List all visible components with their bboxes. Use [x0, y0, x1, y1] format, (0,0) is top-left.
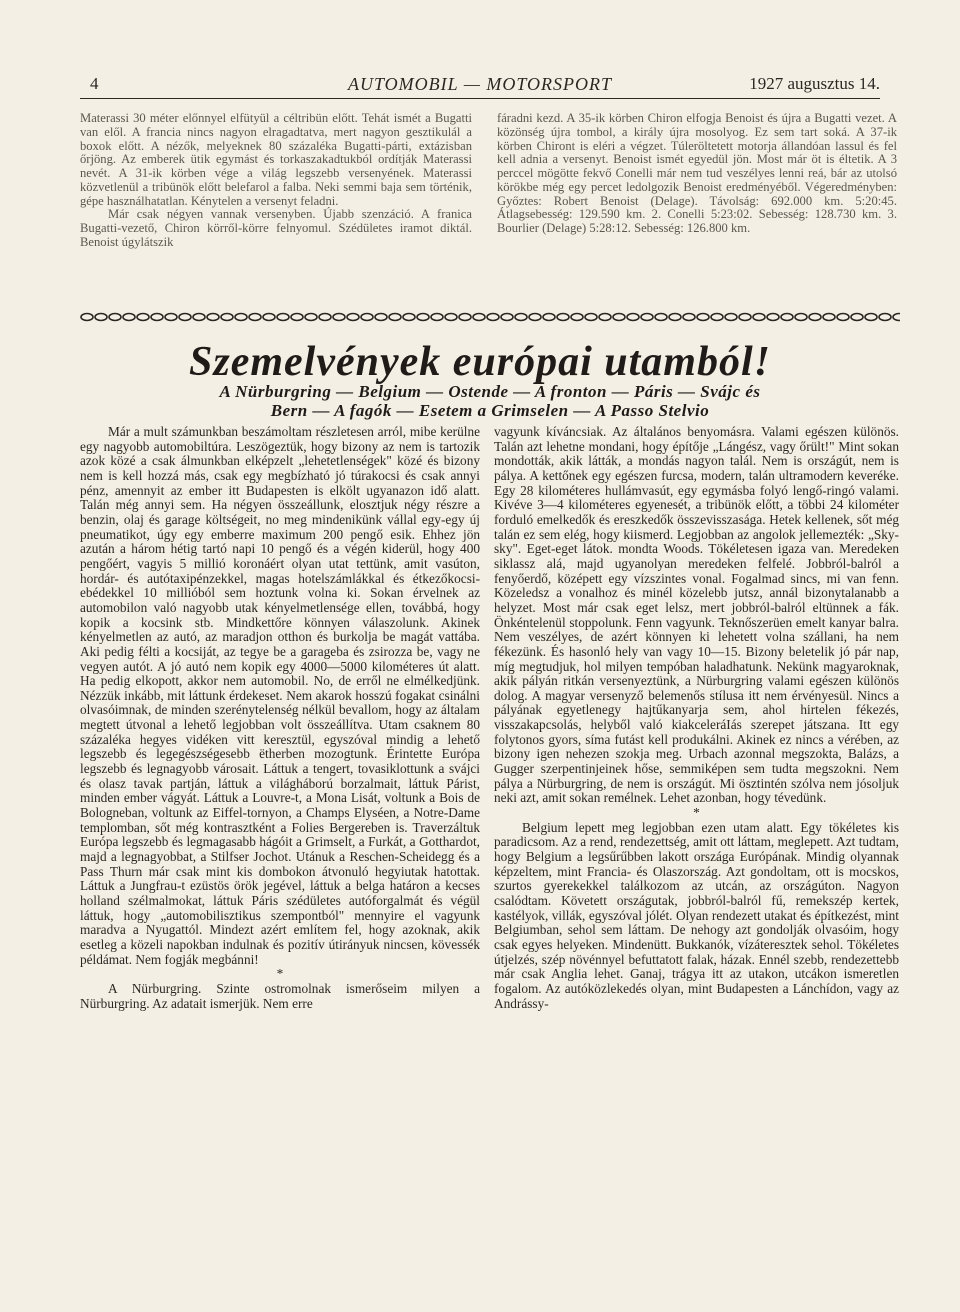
- paragraph: fáradni kezd. A 35-ik körben Chiron elfogja Benoist és újra a Bugatti vezet. A közönség újra tombol, a király újra mosolyog. Ez sem tart soká. A 37-ik körben Chiront is eléri a végzet. Túleröltetett motorja állandóan lassul és fel kell adnia a versenyt. Benoist ismét egyedül jön. Most már öt is éltetik. A 3 perccel mögötte fekvő Conelli már nem tud veszélyes lenni reá, bár az utolsó körökbe még egy percet ledolgozik Benoist eredményéből. Végeredményben: Győztes: Robert Benoist (Delage). Távolság: 692.000 km. 5:20:45. Átlagsebesség: 129.590 km. 2. Conelli 5:23:02. Sebesség: 128.730 km. 3. Bourlier (Delage) 5:28:12. Sebesség: 126.800 km.: [497, 111, 897, 235]
- article-subheadline: A Nürburgring — Belgium — Ostende — A fronton — Páris — Svájc és: [219, 382, 761, 401]
- paragraph: Belgium lepett meg legjobban ezen utam alatt. Egy tökéletes kis paradicsom. Az a rend, rendezettség, amit ott láttam, meglepett. Azt tudtam, hogy Belgium a legsűrűbben lakott országa Európának. Mindig olyannak képzeltem, mint Francia- és Olaszország. Azt gondoltam, ott is mocskos, szurtos gyerekekkel találkozom az utcán, az országúton. Nagyon csalódtam. Követett országutak, jobbról-balról fű, remekszép kertek, kastélyok, villák, egyszóval jólét. Olyan rendezett utakat és építkezést, mint Belgiumban, sehol sem láttam. De nehogy azt gondolják olvasóim, hogy csak egyes helyeken. Mindenütt. Bukkanók, vízáteresztek sehol. Tökéletes útjelzés, szép növénnyel befuttatott falak, házak. Ennél szebb, rendezettebb már csak Anglia lehet. Ganaj, trágya itt az utakon, utcákon ismeretlen fogalom. Az autóközlekedés olyan, mint Budapesten a Lánchídon, vagy az Andrássy-: [494, 819, 899, 1011]
- top-left-column: [80, 112, 472, 250]
- article-left-column: [80, 425, 480, 1011]
- top-right-column: [497, 112, 897, 236]
- section-separator: *: [276, 966, 284, 982]
- paragraph: Már a mult számunkban beszámoltam részletesen arról, mibe kerülne egy nagyobb automobiltúra. Leszögeztük, hogy bizony az nem is tartozik azok közé a csak álmunkban elképzelt „lehetetlenségek" közé és bizony nem is kell hozzá más, csak egy megbízható jó túrakocsi és csak annyi pénz, amennyit az ember itt Budapesten is elkölt ugyanazon idő alatt. Talán még annyi sem. Ha négyen összeállunk, elosztjuk négy részre a benzin, olaj és garage költségeit, no meg mindenikünk vállal egy-egy új pneumatikot, úgy egy emberre maximum 200 pengő esik. Ehhez jön azután a három hétig tartó napi 10 pengő és a végén kiderül, hogy 400 pengőért, vagyis 5 millió koronáért olyan utat tettünk, amit vasúton, hordár- és autótaxipénzekkel, magas hotelszámlákkal és étkezőkocsi-ebédekkel 10 millióból sem hoztunk volna ki. Sokan érvelnek az automobilon való nagyobb utak kényelmetlensége ellen, továbbá, hogy kopik a kocsink stb. Mindkettőre könnyen válaszolunk. Akinek kényelmetlen az autó, az maradjon otthon és burkolja be magát vattába. Aki pedig félti a kocsiját, az tegye be a garageba és zsirozza be, vagy ne vegyen autót. A jó autó nem kopik egy 4000—5000 kilométeres út alatt. Ha pedig elkopott, akkor nem automobil. No, de erről ne elmélkedjünk. Nézzük inkább, mit láttunk érdekeset. Nem akarok hosszú fogakat csinálni olvasóimnak, de minden szerénytelenség nélkül bevallom, hogy az általam megtett útvonal a lehető legjobban volt összeállítva. Utam csaknem 80 százaléka hegyes vidéken vitt keresztül, egyszóval mindig a lehető legszebb és legegészségesebb ëtherben mozogtunk. Érintette Európa legszebb és legnagyobb városait. Láttuk a tengert, tovasiklottunk a svájci és olasz tavak partján, láttuk a világháború borzalmait, láttuk Párist, minden ember vágyát. Láttuk a Louvre-t, a Mona Lisát, voltunk a Bois de Bologneban, voltunk az Eiffel-tornyon, a Champs Elyséen, a Notre-Dame templomban, sőt még kontrasztként a Folies Bergereben is. Traverzáltuk Európa legszebb és legmagasabb hágóit a Grimselt, a Furkát, a Gotthardot, majd a legnagyobbat, a Stilfser Jochot. Utánuk a Reschen-Scheidegg és a Pass Thurn már csak mint kis dombokon átvonuló hegyiutak hatottak. Láttuk a Jungfrau-t ezüstös örök jegével, láttuk a belga határon a kecses holland szélmalmokat, láttuk Páris szédületes autóforgalmát és végül láttuk, hogy „automobilisztikus szempontból" mennyire el vagyunk maradva a Nyugattól. Mindezt azért említem fel, hogy azoknak, akik esetleg a közeli napokban indulnak és pozitív útirányuk nincsen, kövessék példámat. Nem fogják megbánni!: [80, 424, 480, 967]
- article-subheadline: Bern — A fagók — Esetem a Grimselen — A Passo Stelvio: [270, 401, 710, 420]
- page-header: [80, 72, 880, 99]
- paragraph: vagyunk kíváncsiak. Az általános benyomásra. Valami egészen különös. Talán azt lehetne mondani, hogy építője „Lángész, vagy őrült!" Mint sokan mondották, akik látták, a mondás nagyon talál. Nem is országút, nem is pálya. A kettőnek egy egészen furcsa, modern, talán ultramodern keveréke. Egy 28 kilométeres hullámvasút, egy egymásba folyó lengő-ringó valami. Kivéve 3—4 kilométeres egyenesét, a tribünök előtt, a többi 24 kilométer forduló emelkedők és ereszkedők összevisszasága. Hetek kellenek, sőt még talán ez sem elég, hogy kiismerd. Legjobban az angolok jellemezték: „Sky-sky". Eget-eget látok. mondta Woods. Tökéletesen igaza van. Meredeken siklassz alá, majd ugyanolyan meredeken felfelé. Jobbról-balról a fenyőerdő, középett egy vízszintes vonal. Fogalmad sincs, mi van fenn. Közeledsz a vonalhoz és minél közelebb jutsz, annál bizonytalanabb a helyzet. Most már csak eget lelsz, mert jobbról-balról eltünnek a fák. Önkéntelenül stoppolunk. Fenn vagyunk. Teknőszerüen emelt kanyar balra. Nem veszélyes, de azért könnyen ki lehetett volna szállani, ha nem fékezünk. És hasonló hely van vagy 10—15. Bizony beletelik jó pár nap, míg megtudjuk, hol milyen tempóban haladhatunk. Nekünk magyaroknak, akik pályán ritkán versenyeztünk, a Nürburgring valami egészen különös dolog. A magyar versenyző belemenős stílusa itt nem érvényesül. Nincs a pályának egyetlenegy hajtűkanyarja sem, ahol hirtelen fékezés, visszakapcsolás, helyből való kiakceleráIás szerepet játszana. Itt egy folytonos gyors, síma futást kell produkálni. Akinek ez nincs a vérében, az bizony igen nehezen szokja meg. Urbach azonnal megszokta, Balázs, a Gugger szerpentinjeinek hőse, semmiképen sem tudta megszokni. Nem pálya a Nürburgring, de nem is országút. Mi ösztintén szólva nem jósoljuk neki azt, amit sokan remélnek. Lehet azonban, hogy tévedünk.: [494, 424, 899, 806]
- page-number: 4: [90, 74, 99, 93]
- publication-title: AUTOMOBIL — MOTORSPORT: [347, 74, 613, 94]
- paragraph: Már csak négyen vannak versenyben. Újabb szenzáció. A franica Bugatti-vezető, Chiron körről-körre felnyomul. Szédületes iramot diktál. Benoist úgylátszik: [80, 207, 472, 249]
- ornamental-divider: [80, 312, 900, 322]
- paragraph: A Nürburgring. Szinte ostromolnak ismerőseim milyen a Nürburgring. Az adatait ismerjük. Nem erre: [80, 980, 480, 1011]
- issue-date: 1927 augusztus 14.: [749, 74, 880, 93]
- article-right-column: [494, 425, 899, 1011]
- paragraph: Materassi 30 méter előnnyel elfütyül a céltribün előtt. Tehát ismét a Bugatti van elől. A francia nincs nagyon elragadtatva, mert nagyon gesztikulál a boxok előtt. A nézők, melyeknek 80 százaléka Bugatti-párti, extázisban őrjöng. Az emberek ütik egymást és torkaszakadtukból ordítják Materassi nevét. A 31-ik körben vége a világ legszebb versenyének. Materassi közvetlenül a tribünök előtt belefarol a falba. Neki semmi baja sem történik, gépe használhatatlan. Kénytelen a versenyt feladni.: [80, 111, 472, 208]
- article-headline: Szemelvények európai utamból!: [189, 339, 771, 385]
- section-separator: *: [693, 805, 700, 821]
